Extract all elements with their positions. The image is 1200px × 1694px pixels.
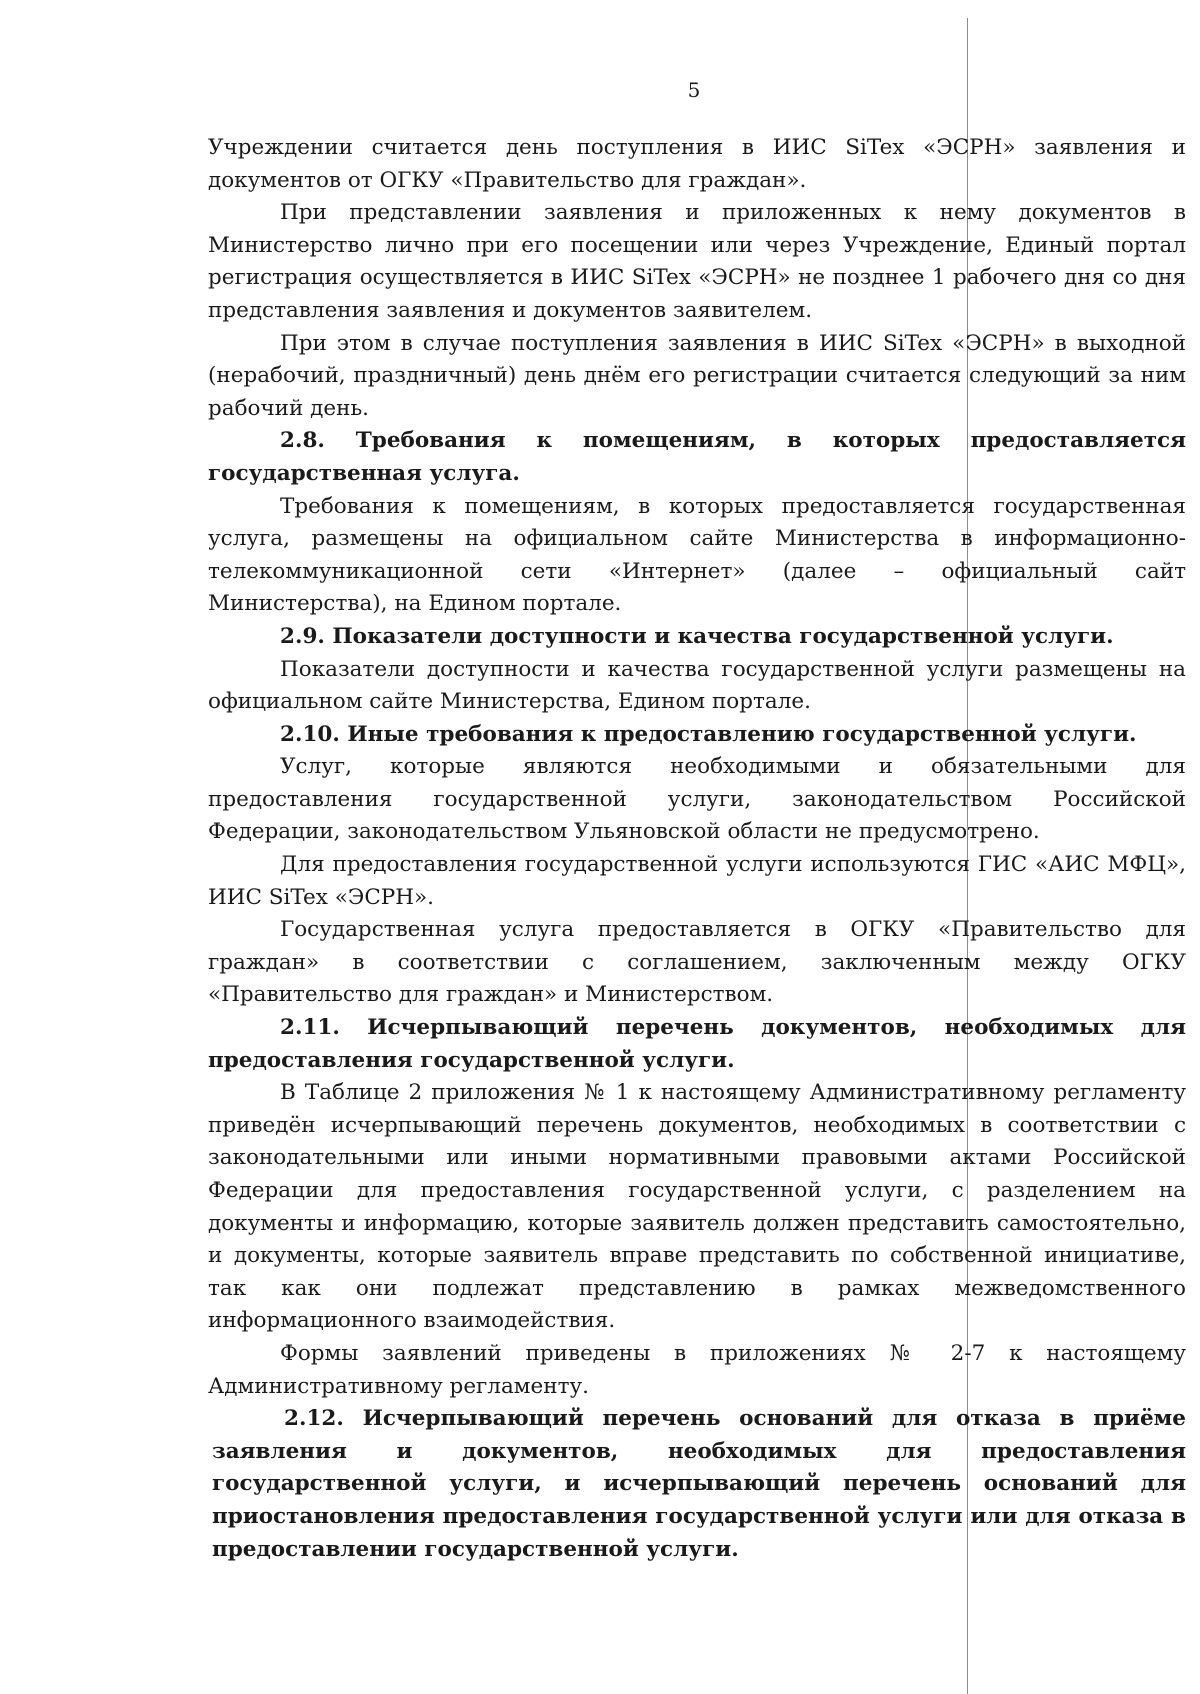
page-number: 5 (687, 78, 701, 102)
paragraph-service-agreement: Государственная услуга предоставляется в ОГКУ «Правительство для граждан» в соответствии с соглашением, заключенным между ОГКУ «Правительство для граждан» и Министерством. (208, 917, 1186, 1008)
section-heading-2-8: 2.8. Требования к помещениям, в которых предоставляется государственная услуга. (208, 428, 1186, 486)
section-heading-2-10: 2.10. Иные требования к предоставлению государственной услуги. (280, 721, 1137, 747)
document-body (208, 132, 1186, 1566)
section-heading-2-9: 2.9. Показатели доступности и качества государственной услуги. (280, 623, 1114, 649)
paragraph-documents-list: В Таблице 2 приложения № 1 к настоящему Административному регламенту приведён исчерпывающий перечень документов, необходимых в соответствии с законодательными или иными нормативными правовыми актами Российской Федерации для предоставления государственной услуги, с разделением на документы и информацию, которые заявитель должен представить самостоятельно, и документы, которые заявитель вправе представить по собственной инициативе, так как они подлежат представлению в рамках межведомственного информационного взаимодействия. (208, 1080, 1186, 1334)
paragraph-information-systems: Для предоставления государственной услуги используются ГИС «АИС МФЦ», ИИС SiTex «ЭСРН». (208, 852, 1186, 910)
paragraph-registration-deadline: При представлении заявления и приложенных к нему документов в Министерство лично при его посещении или через Учреждение, Единый портал регистрация осуществляется в ИИС SiTex «ЭСРН» не позднее 1 рабочего дня со дня представления заявления и документов заявителем. (208, 200, 1186, 323)
section-heading-2-11: 2.11. Исчерпывающий перечень документов, необходимых для предоставления государственной услуги. (208, 1015, 1186, 1073)
paragraph-accessibility-indicators: Показатели доступности и качества государственной услуги размещены на официальном сайте Министерства, Едином портале. (208, 656, 1186, 715)
paragraph-premises-requirements: Требования к помещениям, в которых предоставляется государственная услуга, размещены на официальном сайте Министерства в информационно-телекоммуникационной сети «Интернет» (далее – официальный сайт Министерства), на Едином портале. (208, 493, 1186, 617)
paragraph-mandatory-services: Услуг, которые являются необходимыми и обязательными для предоставления государственной услуги, законодательством Российской Федерации, законодательством Ульяновской области не предусмотрено. (208, 754, 1186, 845)
paragraph-application-forms: Формы заявлений приведены в приложениях № 2-7 к настоящему Административному регламенту. (208, 1340, 1186, 1399)
paragraph-holiday-registration: При этом в случае поступления заявления в ИИС SiTex «ЭСРН» в выходной (нерабочий, праздничный) день днём его регистрации считается следующий за ним рабочий день. (208, 330, 1186, 421)
section-heading-2-12: 2.12. Исчерпывающий перечень оснований для отказа в приёме заявления и документов, необходимых для предоставления государственной услуги, и исчерпывающий перечень оснований для приостановления предоставления государственной услуги или для отказа в предоставлении государственной услуги. (212, 1406, 1186, 1562)
paragraph-registration-date: Учреждении считается день поступления в ИИС SiTex «ЭСРН» заявления и документов от ОГКУ «Правительство для граждан». (208, 135, 1186, 193)
